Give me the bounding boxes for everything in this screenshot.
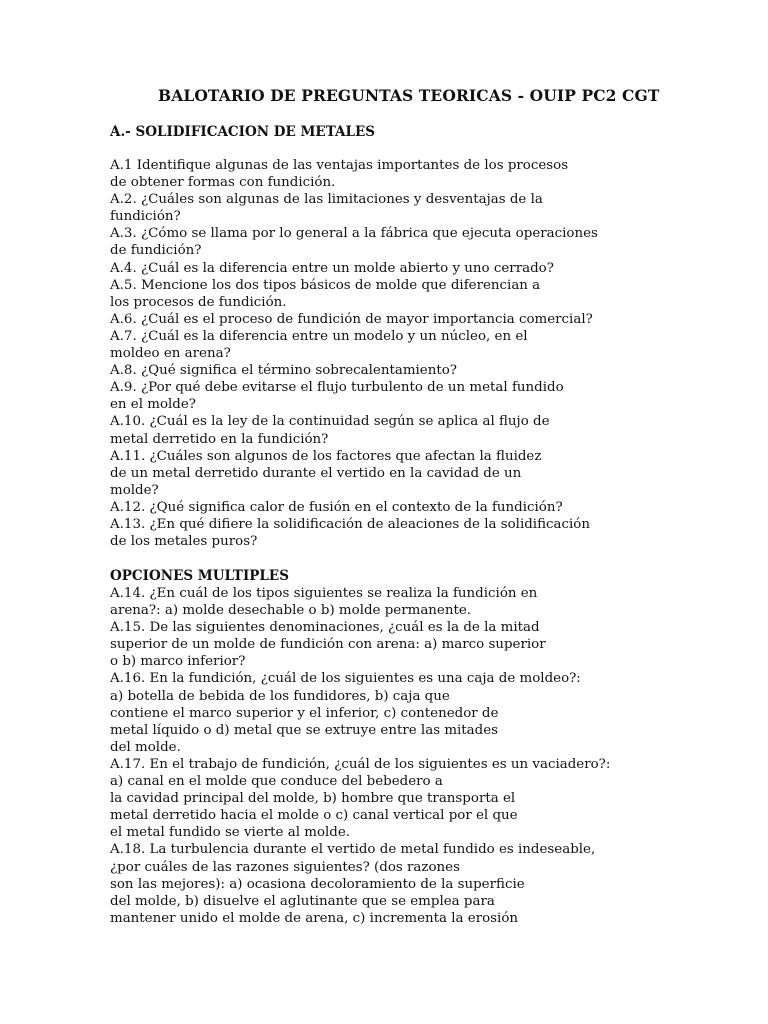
text-line: el metal fundido se vierte al molde. xyxy=(110,825,351,841)
text-line: A.17. En el trabajo de fundición, ¿cuál de los siguientes es un vaciadero?: xyxy=(110,756,611,772)
text-line: A.18. La turbulencia durante el vertido de metal fundido es indeseable, xyxy=(110,842,596,858)
text-line: metal derretido en la fundición? xyxy=(110,431,329,447)
text-line: del molde. xyxy=(110,739,181,755)
text-line: A.7. ¿Cuál es la diferencia entre un modelo y un núcleo, en el xyxy=(110,328,528,344)
text-line: moldeo en arena? xyxy=(110,346,231,362)
text-line: a) botella de bebida de los fundidores, b) caja que xyxy=(110,688,450,704)
text-line: A.14. ¿En cuál de los tipos siguientes se realiza la fundición en xyxy=(110,586,538,601)
text-line: son las mejores): a) ocasiona decoloramiento de la superficie xyxy=(110,876,525,892)
document-title: BALOTARIO DE PREGUNTAS TEORICAS - OUIP PC2 CGT xyxy=(158,86,660,105)
text-line: de obtener formas con fundición. xyxy=(110,175,336,191)
text-line: A.5. Mencione los dos tipos básicos de molde que diferencian a xyxy=(110,277,541,293)
text-line: la cavidad principal del molde, b) hombre que transporta el xyxy=(110,791,516,807)
section-b-questions xyxy=(110,585,610,927)
text-line: A.6. ¿Cuál es el proceso de fundición de mayor importancia comercial? xyxy=(110,311,593,327)
text-line: ¿por cuáles de las razones siguientes? (dos razones xyxy=(110,859,460,875)
text-line: contiene el marco superior y el inferior, c) contenedor de xyxy=(110,705,499,721)
text-line: A.2. ¿Cuáles son algunas de las limitaciones y desventajas de la xyxy=(110,192,543,208)
text-line: superior de un molde de fundición con arena: a) marco superior xyxy=(110,637,546,653)
text-line: del molde, b) disuelve el aglutinante que se emplea para xyxy=(110,893,495,909)
text-line: A.8. ¿Qué significa el término sobrecalentamiento? xyxy=(110,363,457,379)
text-line: arena?: a) molde desechable o b) molde permanente. xyxy=(110,603,472,619)
text-line: A.3. ¿Cómo se llama por lo general a la fábrica que ejecuta operaciones xyxy=(110,226,598,242)
text-line: A.16. En la fundición, ¿cuál de los siguientes es una caja de moldeo?: xyxy=(110,671,581,687)
text-line: de fundición? xyxy=(110,243,202,259)
text-line: A.12. ¿Qué significa calor de fusión en el contexto de la fundición? xyxy=(110,499,563,515)
text-line: fundición? xyxy=(110,209,181,225)
text-line: los procesos de fundición. xyxy=(110,294,287,310)
text-line: o b) marco inferior? xyxy=(110,654,246,670)
text-line: a) canal en el molde que conduce del bebedero a xyxy=(110,774,443,790)
section-heading-solidificacion: A.- SOLIDIFICACION DE METALES xyxy=(110,124,376,140)
text-line: metal derretido hacia el molde o c) canal vertical por el que xyxy=(110,808,518,824)
text-line: mantener unido el molde de arena, c) incrementa la erosión xyxy=(110,910,519,926)
text-line: molde? xyxy=(110,482,159,498)
text-line: A.15. De las siguientes denominaciones, ¿cuál es la de la mitad xyxy=(110,620,540,636)
text-line: A.9. ¿Por qué debe evitarse el flujo turbulento de un metal fundido xyxy=(110,380,564,396)
text-line: de los metales puros? xyxy=(110,534,258,550)
text-line: en el molde? xyxy=(110,397,196,413)
text-line: A.13. ¿En qué difiere la solidificación de aleaciones de la solidificación xyxy=(110,516,590,532)
section-heading-opciones-multiples: OPCIONES MULTIPLES xyxy=(110,568,289,584)
text-line: metal líquido o d) metal que se extruye entre las mitades xyxy=(110,722,499,738)
text-line: de un metal derretido durante el vertido en la cavidad de un xyxy=(110,465,522,481)
text-line: A.11. ¿Cuáles son algunos de los factores que afectan la fluidez xyxy=(110,448,542,464)
section-a-questions xyxy=(110,157,610,550)
text-line: A.10. ¿Cuál es la ley de la continuidad según se aplica al flujo de xyxy=(110,414,550,430)
text-line: A.4. ¿Cuál es la diferencia entre un molde abierto y uno cerrado? xyxy=(110,260,554,276)
text-line: A.1 Identifique algunas de las ventajas importantes de los procesos xyxy=(110,158,569,173)
